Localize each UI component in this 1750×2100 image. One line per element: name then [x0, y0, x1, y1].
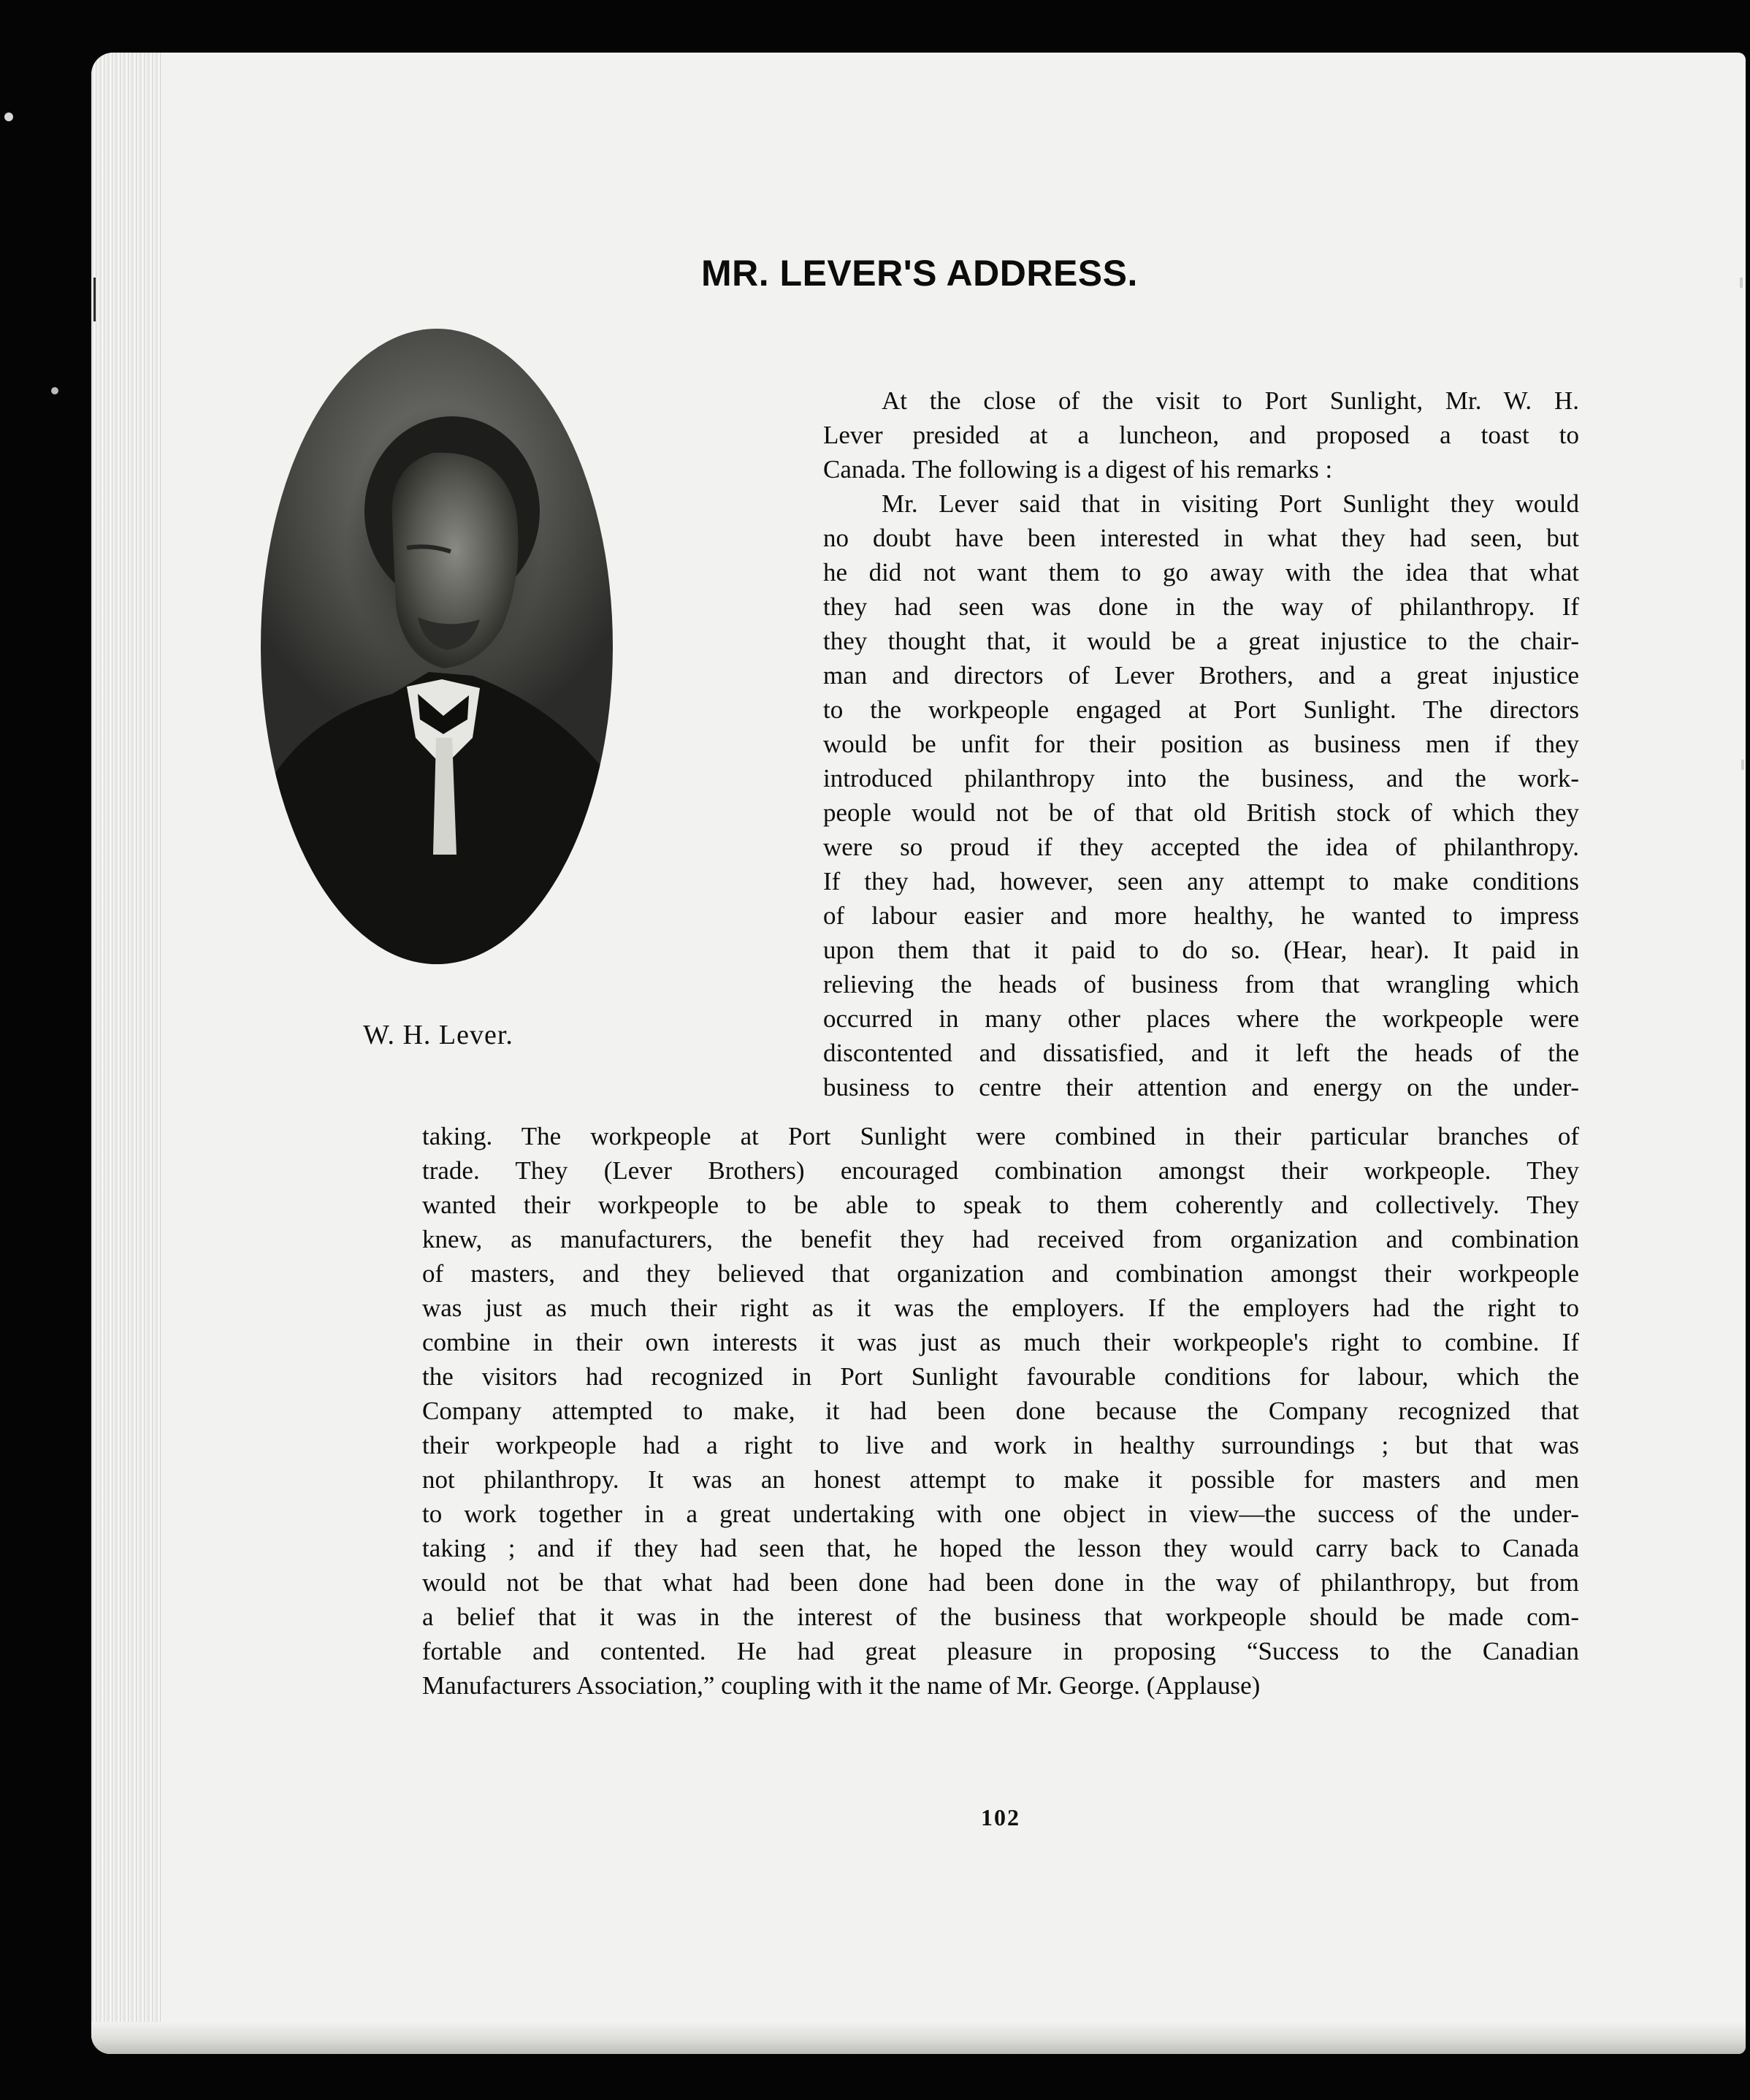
- text-line: Canada. The following is a digest of his remarks :: [823, 455, 1333, 484]
- text-line: occurred in many other places where the workpeople were: [823, 1004, 1579, 1033]
- text-line: Lever presided at a luncheon, and proposed a toast to: [823, 421, 1579, 449]
- text-line: to work together in a great undertaking with one object in view—the success of the under-: [422, 1500, 1579, 1528]
- portrait-image: [261, 329, 613, 964]
- text-line: At the close of the visit to Port Sunlight, Mr. W. H.: [882, 386, 1579, 415]
- intro-column: [823, 383, 1579, 1104]
- text-line: they had seen was done in the way of philanthropy. If: [823, 592, 1579, 621]
- text-line: introduced philanthropy into the business, and the work-: [823, 764, 1579, 793]
- text-line: upon them that it paid to do so. (Hear, hear). It paid in: [823, 936, 1579, 964]
- text-line: wanted their workpeople to be able to speak to them coherently and collectively. They: [422, 1191, 1579, 1219]
- text-line: trade. They (Lever Brothers) encouraged combination amongst their workpeople. They: [422, 1156, 1579, 1185]
- text-line: fortable and contented. He had great pleasure in proposing “Success to the Canadian: [422, 1637, 1579, 1665]
- text-line: a belief that it was in the interest of the business that workpeople should be made com-: [422, 1603, 1579, 1631]
- text-line: people would not be of that old British stock of which they: [823, 798, 1579, 827]
- text-line: Manufacturers Association,” coupling with it the name of Mr. George. (Applause): [422, 1671, 1261, 1700]
- text-line: Company attempted to make, it had been done because the Company recognized that: [422, 1397, 1579, 1425]
- text-line: man and directors of Lever Brothers, and a great injustice: [823, 661, 1579, 690]
- text-line: no doubt have been interested in what they had seen, but: [823, 524, 1579, 552]
- text-line: If they had, however, seen any attempt to make conditions: [823, 867, 1579, 896]
- text-line: the visitors had recognized in Port Sunlight favourable conditions for labour, which the: [422, 1362, 1579, 1391]
- text-line: were so proud if they accepted the idea of philanthropy.: [823, 833, 1579, 861]
- text-line: to the workpeople engaged at Port Sunlight. The directors: [823, 695, 1579, 724]
- text-line: business to centre their attention and energy on the under-: [823, 1073, 1579, 1101]
- text-line: of labour easier and more healthy, he wanted to impress: [823, 901, 1579, 930]
- page-bottom-shadow: [91, 2022, 1746, 2054]
- text-line: was just as much their right as it was the employers. If the employers had the right to: [422, 1294, 1579, 1322]
- text-line: discontented and dissatisfied, and it left the heads of the: [823, 1039, 1579, 1067]
- page-edge-stack: [91, 53, 161, 2054]
- text-line: would not be that what had been done had been done in the way of philanthropy, but from: [422, 1568, 1579, 1597]
- text-line: taking. The workpeople at Port Sunlight were combined in their particular branches of: [422, 1122, 1579, 1150]
- text-line: knew, as manufacturers, the benefit they had received from organization and combination: [422, 1225, 1579, 1253]
- text-line: Mr. Lever said that in visiting Port Sunlight they would: [882, 489, 1579, 518]
- text-line: taking ; and if they had seen that, he hoped the lesson they would carry back to Canada: [422, 1534, 1579, 1562]
- text-line: not philanthropy. It was an honest attempt to make it possible for masters and men: [422, 1465, 1579, 1494]
- text-line: their workpeople had a right to live and work in healthy surroundings ; but that was: [422, 1431, 1579, 1459]
- portrait-caption: W. H. Lever.: [363, 1020, 513, 1050]
- text-line: he did not want them to go away with the idea that what: [823, 558, 1579, 587]
- page-title: MR. LEVER'S ADDRESS.: [701, 253, 1138, 294]
- text-line: would be unfit for their position as business men if they: [823, 730, 1579, 758]
- page-number: 102: [981, 1804, 1020, 1830]
- main-column: [422, 1119, 1579, 1703]
- text-line: relieving the heads of business from that wrangling which: [823, 970, 1579, 999]
- portrait-figure: [261, 329, 613, 964]
- text-line: they thought that, it would be a great injustice to the chair-: [823, 627, 1579, 655]
- text-line: of masters, and they believed that organization and combination amongst their workpeople: [422, 1259, 1579, 1288]
- text-line: combine in their own interests it was just as much their workpeople's right to combine. If: [422, 1328, 1579, 1356]
